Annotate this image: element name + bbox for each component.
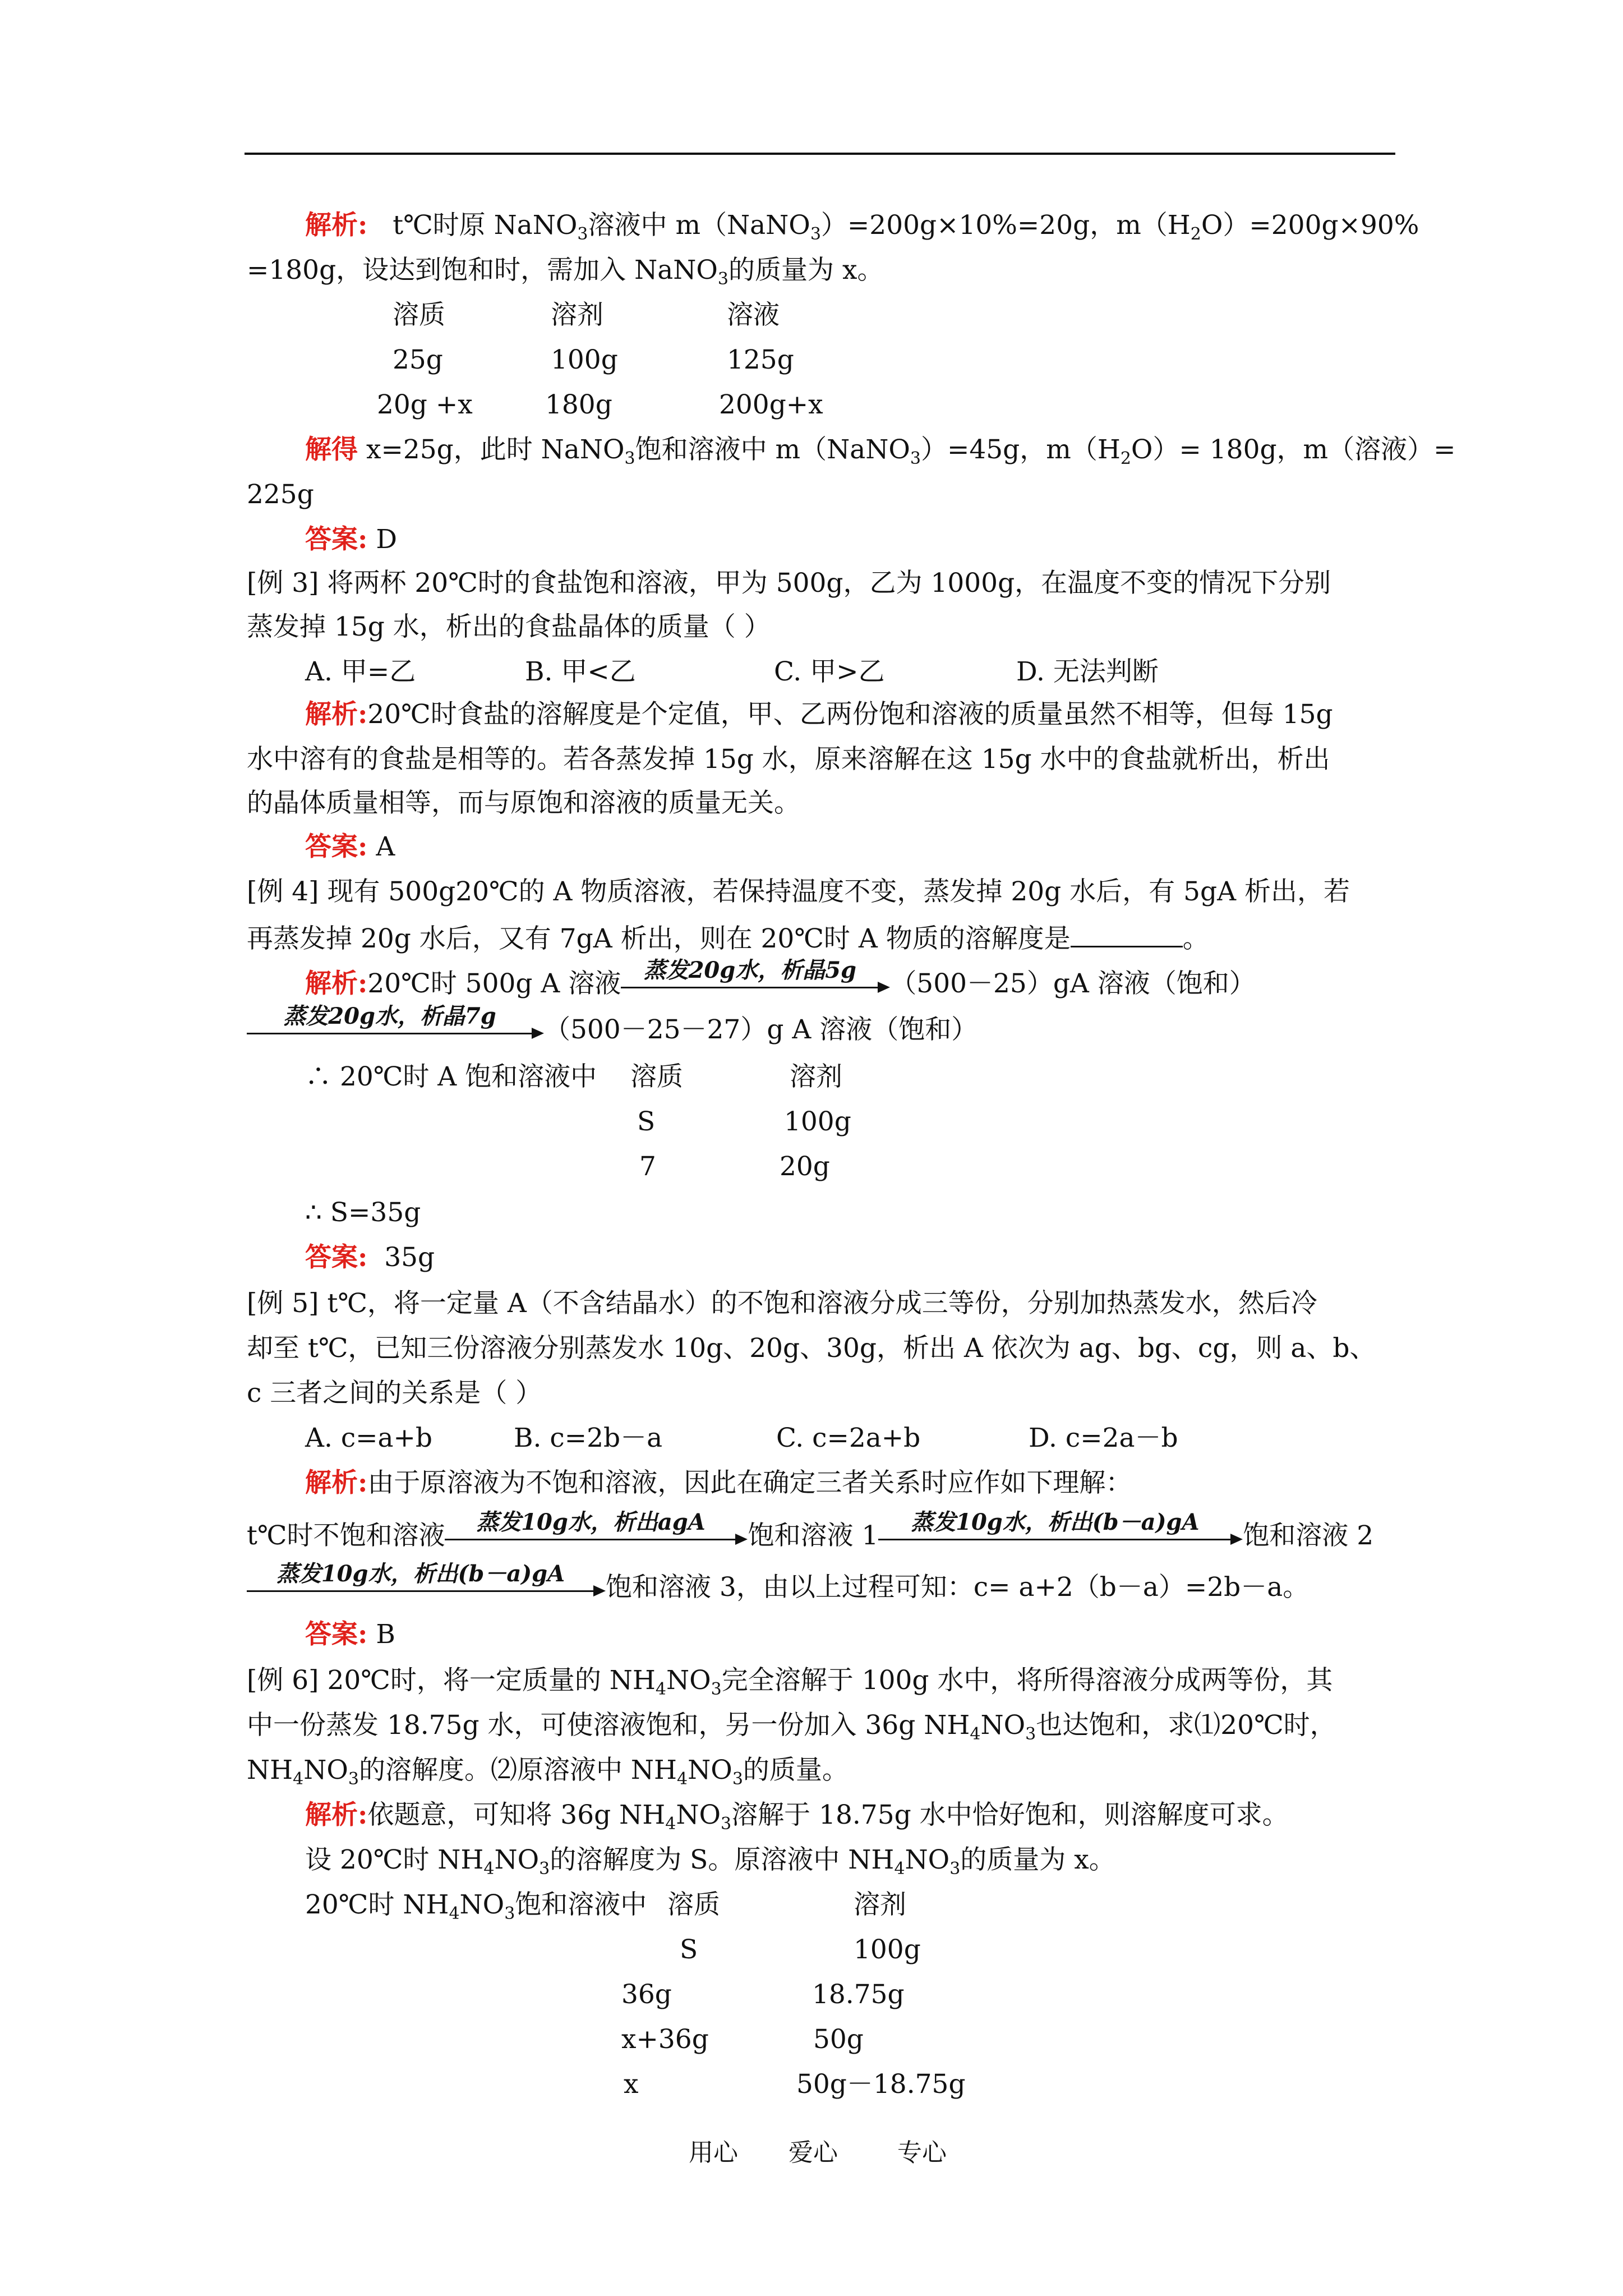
analysis-label: 解析: — [305, 699, 368, 730]
ex2-answer: 答案: D — [305, 524, 397, 555]
ex6-table-cell: x — [624, 2069, 639, 2100]
ex2-solve-line-1: 解得 x=25g，此时 NaNO$_3$饱和溶液中 m（NaNO$_3$）=45g，$m(H_2O)= 180g$，m（溶液）= — [305, 434, 1456, 468]
ex4-therefore-1: ∴ 20℃时 A 饱和溶液中 — [305, 1061, 597, 1092]
ex3-question-line-1: [例 3] 将两杯 20℃时的食盐饱和溶液，甲为 500g，乙为 1000g，在温度不变的情况下分别 — [247, 568, 1331, 599]
ex6-analysis-line-1: 解析:依题意，可知将 36g $NH_4NO_3$溶解于 18.75g 水中恰好饱和，则溶解度可求。 — [305, 1800, 1289, 1834]
answer-label: 答案: — [305, 831, 368, 862]
ex3-question-line-2: 蒸发掉 15g 水，析出的食盐晶体的质量（ ） — [247, 611, 771, 642]
answer-label: 答案: — [305, 1242, 368, 1273]
ex3-option: B. 甲<乙 — [525, 656, 636, 687]
reaction-arrow: 蒸发10g水，析出(b－a)gA — [247, 1571, 606, 1604]
ex2-table-cell: 100g — [551, 344, 618, 375]
ex4-table-cell: 7 — [639, 1151, 656, 1182]
reaction-arrow: 蒸发10g水，析出(b－a)gA — [878, 1519, 1243, 1553]
ex5-option: D. c=2a－b — [1029, 1423, 1178, 1453]
ex6-analysis-line-3: 20℃时 $NH_4NO_3$饱和溶液中 — [305, 1889, 647, 1924]
ex2-table-cell: 20g +x — [377, 389, 473, 420]
footer-text: 爱心 — [789, 2138, 838, 2167]
ex5-option: C. c=2a+b — [776, 1423, 921, 1453]
answer-label: 答案: — [305, 1619, 368, 1650]
ex5-question-line-3: c 三者之间的关系是（ ） — [247, 1378, 542, 1409]
ex3-analysis-line-2: 水中溶有的食盐是相等的。若各蒸发掉 15g 水，原来溶解在这 15g 水中的食盐就析出，析出 — [247, 744, 1330, 775]
header-rule — [245, 153, 1395, 155]
solve-label: 解得 — [305, 434, 358, 465]
ex2-table-cell: 溶液 — [727, 300, 780, 330]
ex4-table-cell: S — [637, 1106, 656, 1137]
ex2-table-cell: 180g — [545, 389, 612, 420]
ex5-process-line-2: 蒸发10g水，析出(b－a)gA 饱和溶液 3，由以上过程可知：c= a+2（b－a）=2b－a。 — [247, 1571, 1309, 1604]
ex4-table-cell: 溶剂 — [790, 1061, 842, 1092]
ex6-table-cell: 溶剂 — [854, 1889, 906, 1920]
reaction-arrow: 蒸发10g水，析出agA — [445, 1519, 748, 1553]
answer-label: 答案: — [305, 524, 368, 555]
ex4-analysis-line-1: 解析:20℃时 500g A 溶液 蒸发20g水，析晶5g （500－25）gA 溶液（饱和） — [305, 967, 1256, 1001]
ex6-table-cell: S — [680, 1934, 698, 1965]
ex4-table-cell: 100g — [784, 1106, 851, 1137]
ex3-option: A. 甲=乙 — [305, 656, 416, 687]
ex6-analysis-line-2: 设 20℃时 $NH_4NO_3$的溶解度为 S。原溶液中 $NH_4NO_3$的质量为 x。 — [305, 1844, 1115, 1879]
ex4-table-cell: 20g — [780, 1151, 830, 1182]
ex2-analysis-line-2: =180g，设达到饱和时，需加入 NaNO$_3$的质量为 x。 — [247, 255, 884, 289]
footer-text: 专心 — [897, 2138, 947, 2167]
ex5-question-line-2: 却至 t℃，已知三份溶液分别蒸发水 10g、20g、30g，析出 A 依次为 ag、bg、cg，则 a、b、 — [247, 1333, 1376, 1364]
ex5-analysis-line-1: 解析:由于原溶液为不饱和溶液，因此在确定三者关系时应作如下理解： — [305, 1467, 1132, 1498]
ex2-table-cell: 25g — [393, 344, 443, 375]
ex6-question-line-1: [例 6] 20℃时，将一定质量的 $NH_4NO_3$完全溶解于 100g 水中，将所得溶液分成两等份，其 — [247, 1665, 1333, 1699]
ex6-table-cell: 50g－18.75g — [796, 2069, 966, 2100]
reaction-arrow: 蒸发20g水，析晶5g — [621, 967, 890, 1001]
analysis-label: 解析: — [305, 1800, 368, 1830]
reaction-arrow: 蒸发20g水，析晶7g — [247, 1013, 544, 1047]
ex2-table-cell: 溶剂 — [551, 300, 603, 330]
ex4-question-line-2: 再蒸发掉 20g 水后，又有 7gA 析出，则在 20℃时 A 物质的溶解度是 。 — [247, 920, 1209, 956]
ex2-table-cell: 200g+x — [719, 389, 823, 420]
ex6-table-cell: 50g — [813, 2024, 864, 2055]
ex6-table-cell: 100g — [854, 1934, 921, 1965]
ex3-analysis-line-3: 的晶体质量相等，而与原饱和溶液的质量无关。 — [247, 788, 800, 818]
ex4-question-line-1: [例 4] 现有 500g20℃的 A 物质溶液，若保持温度不变，蒸发掉 20g 水后，有 5gA 析出，若 — [247, 876, 1350, 907]
ex2-table-cell: 125g — [727, 344, 794, 375]
ex5-question-line-1: [例 5] t℃，将一定量 A（不含结晶水）的不饱和溶液分成三等份，分别加热蒸发水，然后冷 — [247, 1288, 1317, 1319]
ex3-answer: 答案: A — [305, 831, 395, 862]
ex6-question-line-3: $NH_4NO_3$的溶解度。⑵原溶液中 $NH_4NO_3$的质量。 — [247, 1755, 849, 1789]
ex6-table-cell: 36g — [621, 1979, 672, 2010]
ex3-option: D. 无法判断 — [1016, 656, 1159, 687]
ex3-analysis-line-1: 解析:20℃时食盐的溶解度是个定值，甲、乙两份饱和溶液的质量虽然不相等，但每 15g — [305, 699, 1333, 730]
ex3-option: C. 甲>乙 — [774, 656, 885, 687]
ex4-table-cell: 溶质 — [630, 1061, 683, 1092]
ex5-answer: 答案: B — [305, 1619, 395, 1650]
answer-blank — [1071, 920, 1183, 947]
ex2-table-cell: 溶质 — [393, 300, 445, 330]
ex2-solve-line-2: 225g — [247, 479, 314, 510]
ex2-analysis-line-1: 解析: t℃时原 NaNO$_3$溶液中 m（NaNO$_3$）=200g×10%=20g，$m(H_2O)=200g\times 90\%$ — [305, 210, 1419, 244]
ex5-process-line-1: t℃时不饱和溶液 蒸发10g水，析出agA 饱和溶液 1 蒸发10g水，析出(b－a)gA 饱和溶液 2 — [247, 1519, 1373, 1553]
ex6-table-cell: x+36g — [621, 2024, 709, 2055]
ex4-answer: 答案: 35g — [305, 1242, 435, 1273]
analysis-label: 解析: — [305, 968, 368, 999]
ex6-table-cell: 溶质 — [667, 1889, 720, 1920]
analysis-label: 解析: — [305, 1467, 368, 1498]
ex4-therefore-2: ∴ S=35g — [305, 1197, 421, 1228]
ex6-table-cell: 18.75g — [812, 1979, 905, 2010]
analysis-label: 解析: — [305, 210, 368, 241]
ex5-option: B. c=2b－a — [514, 1423, 663, 1453]
ex5-option: A. c=a+b — [305, 1423, 433, 1453]
footer-text: 用心 — [689, 2138, 738, 2167]
ex4-analysis-line-2: 蒸发20g水，析晶7g （500－25－27）g A 溶液（饱和） — [247, 1013, 978, 1047]
ex6-question-line-2: 中一份蒸发 18.75g 水，可使溶液饱和，另一份加入 36g $NH_4NO_3$也达饱和，求⑴20℃时， — [247, 1710, 1336, 1744]
